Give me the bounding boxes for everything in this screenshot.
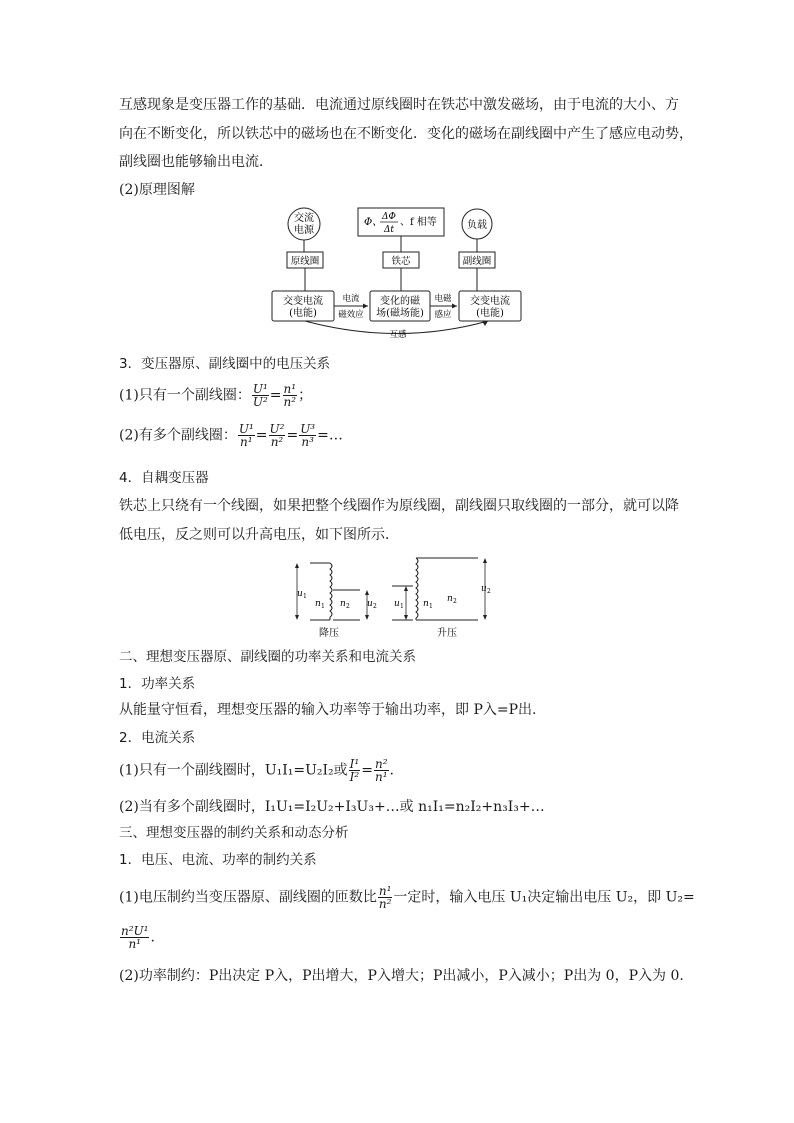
step-up-diagram [392, 558, 491, 639]
step-up-n2-sub: 2 [453, 598, 457, 605]
ac-source-line-2: 电源 [294, 225, 314, 236]
intro-line-1: 互感现象是变压器工作的基础．电流通过原线圈时在铁芯中激发磁场，由于电流的大小、方 [119, 97, 679, 113]
voltage-constraint-ratio [378, 885, 393, 910]
suffix: =… [317, 427, 343, 444]
flux-phi: Φ、 [364, 217, 383, 228]
power-constraint: (2)功率制约：P出决定 P入，P出增大，P入增大；P出减小，P入减小；P出为 0，P入为 0. [119, 968, 684, 984]
frac-numerator: n² [374, 757, 388, 771]
voltage-multi-frac-2 [269, 423, 286, 448]
step-down-n1: n [315, 599, 321, 609]
step-up-u1: u [394, 599, 400, 609]
step-up-n1: n [423, 599, 429, 609]
frac-numerator: U¹ [238, 422, 254, 436]
step-down-u2-sub: 2 [373, 603, 377, 610]
load-label: 负载 [467, 220, 487, 231]
current-relation-heading: 2．电流关系 [119, 730, 196, 746]
output-voltage-formula [120, 925, 149, 950]
mutual-induction-label: 互感 [389, 330, 407, 340]
section-4-line-1: 铁芯上只绕有一个线圈，如果把整个线圈作为原线圈，副线圈只取线圈的一部分，就可以降 [119, 498, 679, 514]
current-relation-multi: (2)当有多个副线圈时，I₁U₁=I₂U₂+I₃U₃+…或 n₁I₁=n₂I₂+n₃I₃+… [119, 799, 545, 815]
frac-numerator: n¹ [283, 382, 297, 396]
primary-coil-label: 原线圈 [290, 256, 320, 267]
step-down-u2: u [367, 599, 373, 609]
frac-denominator: n¹ [240, 435, 253, 449]
principle-heading-text: (2)原理图解 [119, 182, 195, 198]
frac-numerator: I¹ [349, 757, 360, 771]
frac-denominator: n² [270, 435, 284, 449]
voltage-single-prefix: (1)只有一个副线圈： [119, 387, 251, 404]
autotransformer-diagram [285, 548, 515, 643]
current-relation-single [119, 758, 394, 783]
suffix: . [150, 929, 155, 946]
power-relation-heading: 1．功率关系 [119, 676, 196, 692]
ac-input-line-2: (电能) [289, 308, 317, 319]
step-up-n2: n [447, 594, 453, 604]
frac-denominator: I² [349, 770, 360, 784]
intro-line-2: 向在不断变化，所以铁芯中的磁场也在不断变化．变化的磁场在副线圈中产生了感应电动势， [119, 126, 693, 142]
step-up-coil [416, 558, 418, 618]
section-4-line-2: 低电压，反之则可以升高电压，如下图所示． [119, 527, 399, 543]
step-down-n2-sub: 2 [346, 603, 350, 610]
step-down-u1: u [297, 589, 303, 599]
frac-numerator: U³ [300, 422, 316, 436]
ac-output-line-2: (电能) [476, 308, 504, 319]
changing-field-line-2: 场(磁场能) [376, 308, 424, 319]
flux-fraction-denominator: Δt [383, 225, 395, 235]
arrow-2-bottom: 感应 [434, 310, 452, 320]
principle-heading [119, 180, 195, 200]
ac-source-line-1: 交流 [294, 213, 314, 224]
voltage-relation-single [119, 383, 312, 408]
voltage-constraint [119, 885, 695, 910]
principle-diagram [260, 200, 540, 340]
part-2-heading: 二、理想变压器原、副线圈的功率关系和电流关系 [119, 649, 416, 665]
frac-numerator: U¹ [252, 382, 268, 396]
voltage-multi-prefix: (2)有多个副线圈： [119, 427, 237, 444]
frac-denominator: n³ [301, 435, 314, 449]
step-up-u2: u [481, 584, 487, 594]
voltage-constraint-formula [119, 925, 155, 950]
current-single-prefix: (1)只有一个副线圈时，U₁I₁=U₂I₂或 [119, 762, 348, 779]
step-down-caption: 降压 [319, 628, 339, 639]
arrow-2-top: 电磁 [434, 294, 452, 304]
ac-output-line-1: 交变电流 [470, 296, 510, 307]
step-down-diagram [295, 563, 377, 639]
arrow-1-bottom: 磁效应 [338, 310, 364, 320]
step-up-u2-sub: 2 [487, 588, 491, 595]
voltage-multi-frac-3 [299, 423, 316, 448]
voltage-single-frac-n [283, 383, 298, 408]
current-single-frac-i [349, 758, 361, 783]
frac-denominator: n² [378, 897, 392, 911]
frac-denominator: n¹ [374, 770, 388, 784]
section-4-heading: 4．自耦变压器 [119, 470, 209, 486]
voltage-relation-multi: (2)有多个副线圈： $\frac{\text{U¹}}{\text{n¹}}$ = $\frac{\text{U²}}{\text{n²}}$ = $\frac{\text{U³}}{\text{n³}}$ =… [119, 422, 343, 449]
constraint-heading: 1．电压、电流、功率的制约关系 [119, 852, 317, 868]
voltage-single-frac-u [252, 383, 269, 408]
power-relation-text: 从能量守恒看，理想变压器的输入功率等于输出功率，即 P入=P出. [119, 702, 537, 718]
suffix: . [389, 762, 394, 779]
flux-fraction-numerator: ΔΦ [382, 212, 396, 222]
ac-input-line-1: 交变电流 [283, 296, 323, 307]
step-up-caption: 升压 [437, 628, 457, 639]
equals-sign: = [269, 387, 282, 404]
frac-numerator: U² [269, 422, 285, 436]
current-single-frac-n [374, 758, 389, 783]
frac-denominator: U² [252, 395, 268, 409]
equals-sign: = [361, 762, 373, 779]
changing-field-line-1: 变化的磁 [380, 296, 420, 307]
frac-denominator: n¹ [128, 937, 141, 951]
step-down-n1-sub: 1 [321, 603, 325, 610]
suffix: ； [298, 387, 313, 404]
secondary-coil-label: 副线圈 [462, 256, 492, 267]
voltage-multi-frac-1 [238, 423, 255, 448]
flux-rest: 、f 相等 [400, 217, 437, 228]
arrow-1-top: 电流 [342, 294, 360, 304]
step-up-u1-sub: 1 [400, 603, 404, 610]
frac-denominator: n² [283, 395, 297, 409]
core-label: 铁芯 [391, 256, 411, 267]
frac-numerator: n¹ [378, 884, 392, 898]
intro-line-3: 副线圈也能够输出电流． [119, 154, 273, 170]
voltage-constraint-prefix: (1)电压制约当变压器原、副线圈的匝数比 [119, 889, 377, 906]
step-down-coil [330, 563, 332, 617]
step-up-n1-sub: 1 [429, 603, 433, 610]
step-down-n2: n [340, 599, 346, 609]
frac-numerator: n²U¹ [121, 924, 149, 938]
part-3-heading: 三、理想变压器的制约关系和动态分析 [119, 825, 349, 841]
step-down-u1-sub: 1 [303, 593, 307, 600]
section-3-heading: 3．变压器原、副线圈中的电压关系 [119, 356, 331, 372]
voltage-constraint-suffix: 一定时，输入电压 U₁决定输出电压 U₂，即 U₂= [393, 889, 695, 906]
